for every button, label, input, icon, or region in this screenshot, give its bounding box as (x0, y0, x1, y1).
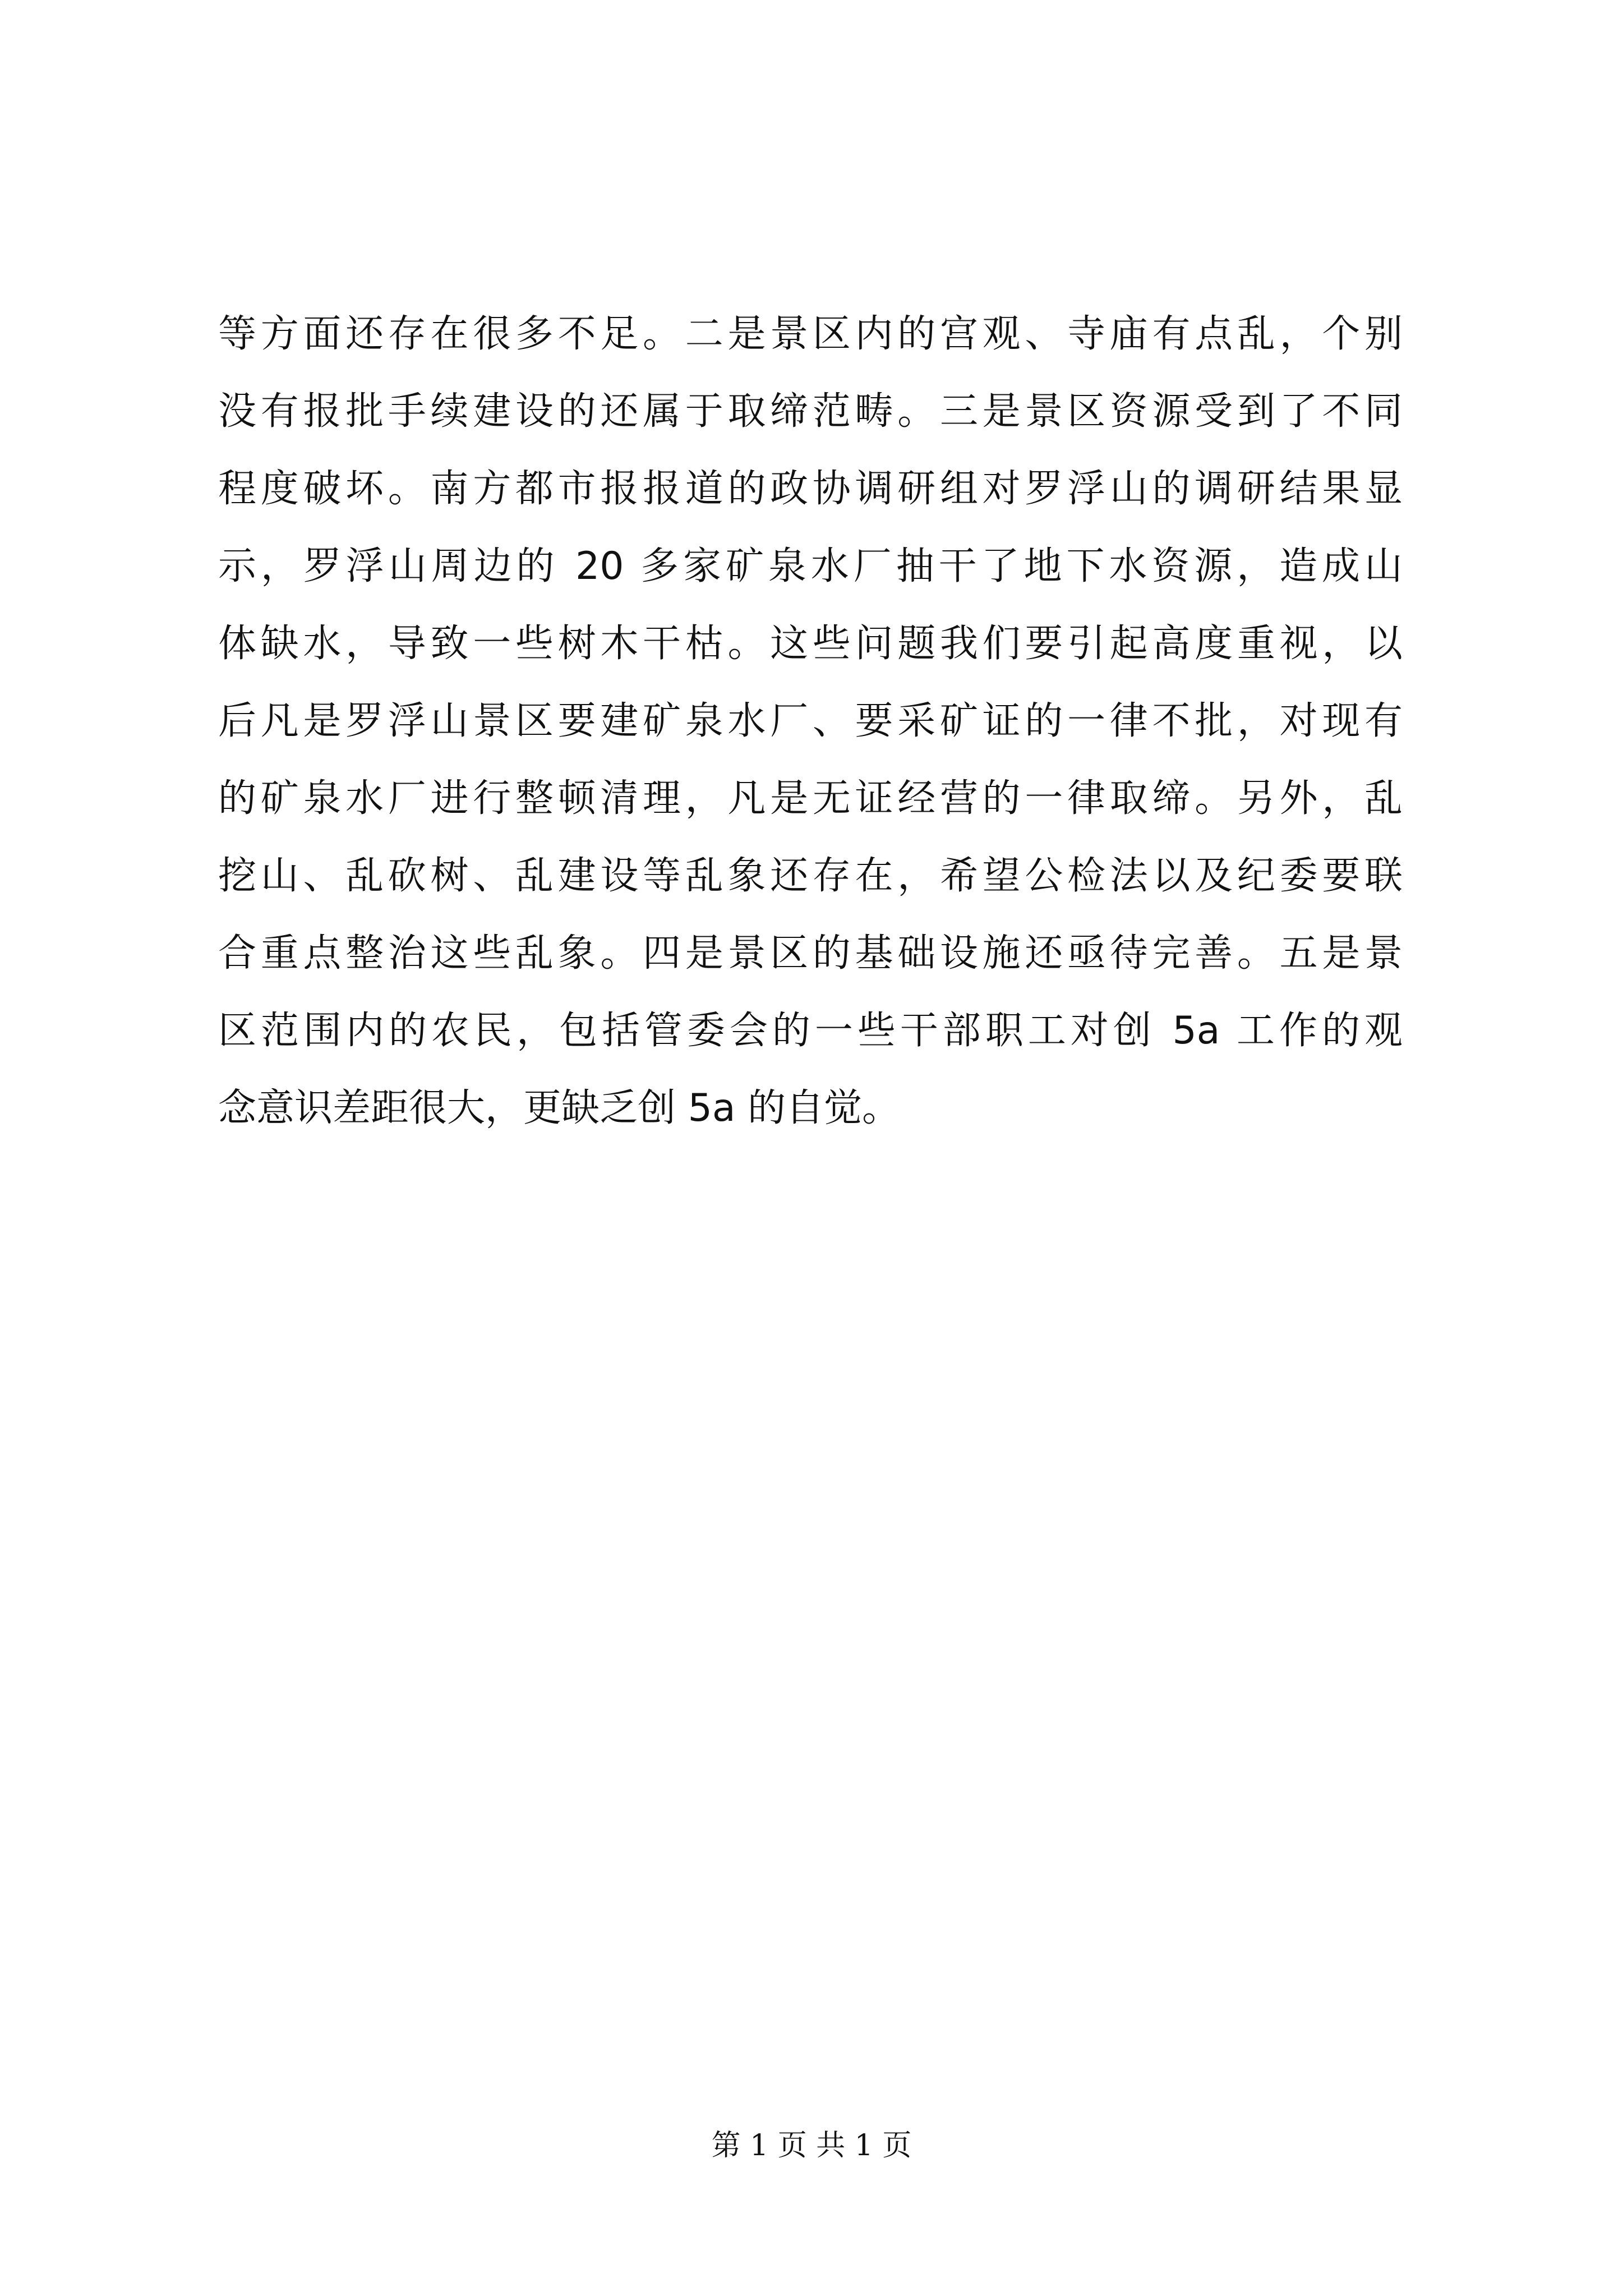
paragraph-line-7: 的矿泉水厂进行整顿清理，凡是无证经营的一律取缔。另外，乱 (218, 776, 1403, 821)
paragraph-line-10: 区范围内的农民，包括管委会的一些干部职工对创 5a 工作的观 (218, 1009, 1403, 1053)
paragraph-line-2: 没有报批手续建设的还属于取缔范畴。三是景区资源受到了不同 (218, 389, 1403, 434)
paragraph-line-4: 示，罗浮山周边的 20 多家矿泉水厂抽干了地下水资源，造成山 (218, 544, 1403, 588)
paragraph-line-8: 挖山、乱砍树、乱建设等乱象还存在，希望公检法以及纪委要联 (218, 854, 1403, 898)
paragraph-line-11: 念意识差距很大，更缺乏创 5a 的自觉。 (218, 1086, 901, 1130)
paragraph-line-9: 合重点整治这些乱象。四是景区的基础设施还亟待完善。五是景 (218, 931, 1403, 976)
paragraph-line-1: 等方面还存在很多不足。二是景区内的宫观、寺庙有点乱，个别 (218, 312, 1403, 356)
paragraph-line-5: 体缺水，导致一些树木干枯。这些问题我们要引起高度重视，以 (218, 622, 1403, 666)
paragraph-line-6: 后凡是罗浮山景区要建矿泉水厂、要采矿证的一律不批，对现有 (218, 699, 1403, 743)
body-paragraph (218, 296, 1403, 1147)
page-number-footer: 第 1 页 共 1 页 (711, 2129, 912, 2162)
paragraph-line-3: 程度破坏。南方都市报报道的政协调研组对罗浮山的调研结果显 (218, 467, 1403, 511)
